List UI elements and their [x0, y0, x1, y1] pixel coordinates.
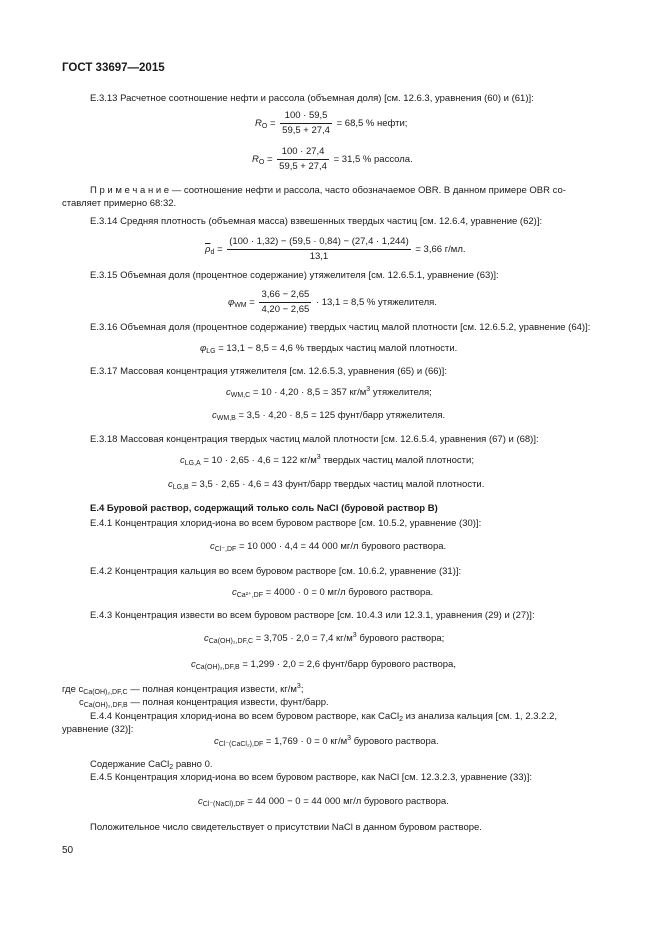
e317-text: Е.3.17 Массовая концентрация утяжелителя [см. 12.6.5.3, уравнения (65) и (66)]:	[90, 366, 447, 377]
e314-eq: $\overline{\rho}_d$ = $\frac{(100 \cdot 1,32) - (59,5 \cdot 0,84) - (27,4 \cdot 1,244)}{13,1}$ = 3,66 г/мл.	[205, 236, 466, 262]
e43-eq1: $c_{Ca(OH)_2,DF,C} = 3,705 \cdot 2,0 = 7,4$ $кг/м^3$ бурового раствора;	[204, 632, 445, 645]
e45-text: Е.4.5 Концентрация хлорид-иона во всем буровом растворе, как NaCl [см. 12.3.2.3, уравнение (33)]:	[90, 772, 532, 783]
e44-line2: уравнение (32)]:	[62, 724, 134, 735]
e318-eq1: $c_{LG,A} = 10 \cdot 2,65 \cdot 4,6 = 122$ $кг/м^3$ твердых частиц малой плотности;	[180, 454, 474, 467]
where-line1: где $c_{Ca(OH)_2,DF,C}$ — полная концентрация извести, $кг/м^3$;	[62, 683, 304, 696]
e41-eq: $c_{Cl^-,DF} = 10$ 000 · 4,4 = 44 000 мг/л бурового раствора.	[210, 541, 447, 553]
e313-text: Е.3.13 Расчетное соотношение нефти и рассола (объемная доля) [см. 12.6.3, уравнения (60) и (61)]:	[90, 93, 534, 104]
final-text: Положительное число свидетельствует о присутствии NaCl в данном буровом растворе.	[90, 822, 482, 833]
e4-heading: Е.4 Буровой раствор, содержащий только соль NaCl (буровой раствор В)	[90, 503, 438, 514]
e314-text: Е.3.14 Средняя плотность (объемная масса) взвешенных твердых частиц [см. 12.6.4, уравнение (62)]:	[90, 216, 543, 227]
e44-content: Содержание CaCl$_2$ равно 0.	[90, 759, 213, 771]
e41-text: Е.4.1 Концентрация хлорид-иона во всем буровом растворе [см. 10.5.2, уравнение (30)]:	[90, 518, 482, 529]
e316-text: Е.3.16 Объемная доля (процентное содержание) твердых частиц малой плотности [см. 12.6.5.2, уравнение (64)]:	[90, 322, 591, 333]
e318-eq2: $c_{LG,B} = 3,5 \cdot 2,65 \cdot 4,6 = 43$ фунт/барр твердых частиц малой плотности.	[168, 479, 485, 491]
e45-eq: $c_{Cl^-(NaCl),DF} = 44$ 000 − 0 = 44 000 мг/л бурового раствора.	[198, 796, 449, 808]
page-number: 50	[62, 845, 74, 856]
e315-eq: $\varphi_{WM}$ = $\frac{3,66 - 2,65}{4,20 - 2,65}$ · 13,1 = 8,5 % утяжелителя.	[228, 289, 437, 315]
e318-text: Е.3.18 Массовая концентрация твердых частиц малой плотности [см. 12.6.5.4, уравнения (67) и (68)]:	[90, 434, 539, 445]
note-line2: ставляет примерно 68:32.	[62, 198, 177, 209]
e43-eq2: $c_{Ca(OH)_2,DF,B} = 1,299 \cdot 2,0 = 2,6$ фунт/барр бурового раствора,	[191, 659, 456, 671]
e317-eq2: $c_{WM,B} = 3,5 \cdot 4,20 \cdot 8,5 = 125$ фунт/барр утяжелителя.	[212, 410, 446, 422]
e42-eq: $c_{Ca^{2+},DF} = 4000 \cdot 0 = 0$ мг/л бурового раствора.	[232, 587, 434, 599]
e317-eq1: $c_{WM,C} = 10 \cdot 4,20 \cdot 8,5 = 357$ $кг/м^3$ утяжелителя;	[226, 386, 432, 399]
note-line1: П р и м е ч а н и е — соотношение нефти и рассола, часто обозначаемое OBR. В данном примере OBR со-	[90, 185, 566, 196]
document-header: ГОСТ 33697—2015	[62, 62, 165, 74]
note-label: П р и м е ч а н и е	[90, 185, 170, 196]
where-line2: $c_{Ca(OH)_2,DF,B}$ — полная концентрация извести, фунт/барр.	[79, 697, 329, 709]
e313-eq1: $R_O$ = $\frac{100 \cdot 59,5}{59,5 + 27,4}$ = 68,5 % нефти;	[255, 110, 408, 136]
e44-line1: Е.4.4 Концентрация хлорид-иона во всем буровом растворе, как CaCl$_2$ из анализа кальция [см. 1, 2.3.2.2,	[90, 711, 558, 723]
e42-text: Е.4.2 Концентрация кальция во всем буровом растворе [см. 10.6.2, уравнение (31)]:	[90, 566, 462, 577]
e315-text: Е.3.15 Объемная доля (процентное содержание) утяжелителя [см. 12.6.5.1, уравнение (63)]:	[90, 270, 499, 281]
e316-eq: $\varphi_{LG} = 13,1 - 8,5 = 4,6$ % твердых частиц малой плотности.	[200, 343, 458, 355]
e43-text: Е.4.3 Концентрация извести во всем буровом растворе [см. 10.4.3 или 12.3.1, уравнения (29) и (27)]:	[90, 610, 535, 621]
e44-eq: $c_{Cl^-(CaCl_2),DF} = 1,769 \cdot 0 = 0$ $кг/м^3$ бурового раствора.	[214, 735, 439, 748]
e313-eq2: $R_O$ = $\frac{100 \cdot 27,4}{59,5 + 27,4}$ = 31,5 % рассола.	[252, 146, 413, 172]
